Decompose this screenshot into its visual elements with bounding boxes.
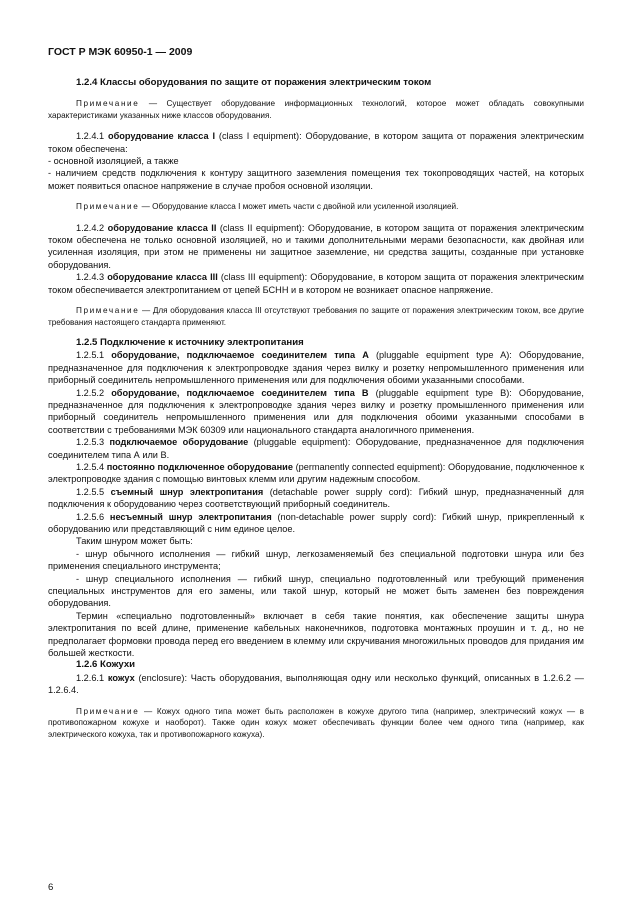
note-1 xyxy=(48,98,584,121)
note-label: Примечание xyxy=(76,706,140,716)
document-body xyxy=(48,77,584,749)
note-label: Примечание xyxy=(76,202,140,212)
clause-text: (detachable power supply cord): Гибкий шнур, предназначенный для подключения к оборудованию через соответствующий приборный соединитель. xyxy=(48,486,584,510)
clause-number: 1.2.4.2 xyxy=(76,222,108,233)
clause-text: (non-detachable power supply cord): Гибкий шнур, прикрепленный к оборудованию или представляющий с ним единое целое. xyxy=(48,511,584,534)
clause-text: (class III equipment): Оборудование, в котором защита от поражения электрическим током обеспечивается электропитанием от цепей БСНН и в котором не возникает опасное напряжение. xyxy=(48,272,584,295)
clause-term: съемный шнур электропитания xyxy=(110,486,264,497)
paragraph: Термин «специально подготовленный» включает в себя такие понятия, как обеспечение защиты шнура электропитания по всей длине, применение кабельных наконечников, подготовка монтажных проушин и т. д., но не предполагает формовки провода перед его введением в клемму или скручивания многожильных проводов для придания им большей жесткости. xyxy=(48,610,584,659)
clause-term: оборудование класса III xyxy=(107,272,218,283)
clause-term: подключаемое оборудование xyxy=(109,437,249,448)
clause-1-2-5-2 xyxy=(48,387,584,437)
clause-term: оборудование класса I xyxy=(107,131,216,142)
page-header: ГОСТ Р МЭК 60950-1 — 2009 xyxy=(48,46,193,58)
clause-number: 1.2.5.1 xyxy=(76,350,112,361)
note-2 xyxy=(48,201,584,212)
list-item: - наличием средств подключения к контуру защитного заземления помещения тех токопроводящих частей, на которых может появиться опасное напряжение в случае пробоя основной изоляции. xyxy=(48,168,584,191)
clause-1-2-5-1 xyxy=(48,349,584,386)
clause-number: 1.2.5.2 xyxy=(76,387,112,398)
clause-number: 1.2.5.5 xyxy=(76,486,111,497)
clause-1-2-5-6 xyxy=(48,511,584,536)
list-item: - шнур обычного исполнения — гибкий шнур, легкозаменяемый без специальной подготовки шнура или без применения специального инструмента; xyxy=(48,548,584,572)
note-label: Примечание xyxy=(76,99,140,109)
note-text: — Кожух одного типа может быть расположен в кожухе другого типа (например, электрический кожух — в противопожарном кожухе и наоборот). Также один кожух может обеспечивать функции более чем одного типа (например, как электрического кожуха, так и противопожарного кожуха). xyxy=(48,706,584,739)
clause-number: 1.2.6.1 xyxy=(76,672,108,683)
note-text: — Для оборудования класса III отсутствуют требования по защите от поражения электрическим током, все другие требования настоящего стандарта применяют. xyxy=(48,306,584,327)
clause-term: оборудование, подключаемое соединителем типа А xyxy=(111,350,369,361)
clause-1-2-4-2 xyxy=(48,222,584,272)
clause-text: (class I equipment): Оборудование, в котором защита от поражения электрическим током обеспечена: xyxy=(48,131,584,154)
note-text: — Оборудование класса I может иметь части с двойной или усиленной изоляцией. xyxy=(139,202,459,212)
clause-term: кожух xyxy=(107,672,135,683)
list-item: - основной изоляцией, а также xyxy=(48,156,179,167)
clause-text: (pluggable equipment): Оборудование, предназначенное для подключения соединителем типа А или В. xyxy=(48,437,584,460)
clause-number: 1.2.5.6 xyxy=(76,511,110,522)
clause-1-2-5-3 xyxy=(48,436,584,461)
clause-text: (permanently connected equipment): Оборудование, подключенное к электропроводке здания с помощью винтовых клемм или другим надежным способом. xyxy=(48,461,584,485)
clause-number: 1.2.5.4 xyxy=(76,461,107,472)
clause-number: 1.2.4.3 xyxy=(76,272,108,283)
clause-text: (enclosure): Часть оборудования, выполняющая одну или несколько функций, описанных в 1.2.6.2 — 1.2.6.4. xyxy=(48,672,584,696)
clause-text: (class II equipment): Оборудование, в котором защита от поражения электрическим током обеспечена не только основной изоляцией, но и такими дополнительными мерами безопасности, как двойная или усиленная изоляция, при этом не применены ни защитное заземление, ни средства защиты, созданные при установке оборудования. xyxy=(48,222,584,270)
note-label: Примечание xyxy=(76,306,140,316)
note-text: — Существует оборудование информационных технологий, которое может обладать совокупными характеристиками указанных ниже классов оборудования. xyxy=(48,99,584,120)
clause-number: 1.2.5.3 xyxy=(76,437,110,448)
clause-1-2-5-4 xyxy=(48,461,584,486)
page-number: 6 xyxy=(48,882,54,893)
list-lead: Таким шнуром может быть: xyxy=(76,536,193,547)
clause-term: оборудование класса II xyxy=(107,222,217,233)
clause-1-2-5-5 xyxy=(48,486,584,511)
clause-term: постоянно подключенное оборудование xyxy=(106,461,293,472)
section-heading-1-2-5: 1.2.5 Подключение к источнику электропитания xyxy=(76,336,304,348)
clause-text: (pluggable equipment type A): Оборудование, предназначенное для подключения к электропроводке здания через вилку и розетку непромышленного применения или приборный соединитель непромышленного применения или для подключения обоими указанными способами. xyxy=(48,350,585,386)
note-4 xyxy=(48,706,584,740)
note-3 xyxy=(48,305,584,328)
clause-term: несъемный шнур электропитания xyxy=(109,511,272,522)
clause-text: (pluggable equipment type B): Оборудование, предназначенное для подключения к электропроводке здания через вилку и розетку промышленного применения или приборный соединитель непромышленного применения или для подключения обоими указанными способами в соответствии с требованиями МЭК 60309 или национального стандарта аналогичного применения. xyxy=(48,387,584,435)
section-heading-1-2-4: 1.2.4 Классы оборудования по защите от поражения электрическим током xyxy=(76,77,432,88)
list-item: - шнур специального исполнения — гибкий шнур, специально подготовленный или требующий применения специальных инструментов для его замены, или такой шнур, который не может быть заменен без повреждения оборудования. xyxy=(48,573,584,609)
section-heading-1-2-6: 1.2.6 Кожухи xyxy=(76,659,136,671)
clause-1-2-4-1 xyxy=(48,130,584,155)
clause-1-2-6-1 xyxy=(48,672,584,697)
clause-term: оборудование, подключаемое соединителем типа В xyxy=(111,387,369,398)
clause-1-2-4-3 xyxy=(48,271,584,296)
clause-number: 1.2.4.1 xyxy=(76,131,108,142)
